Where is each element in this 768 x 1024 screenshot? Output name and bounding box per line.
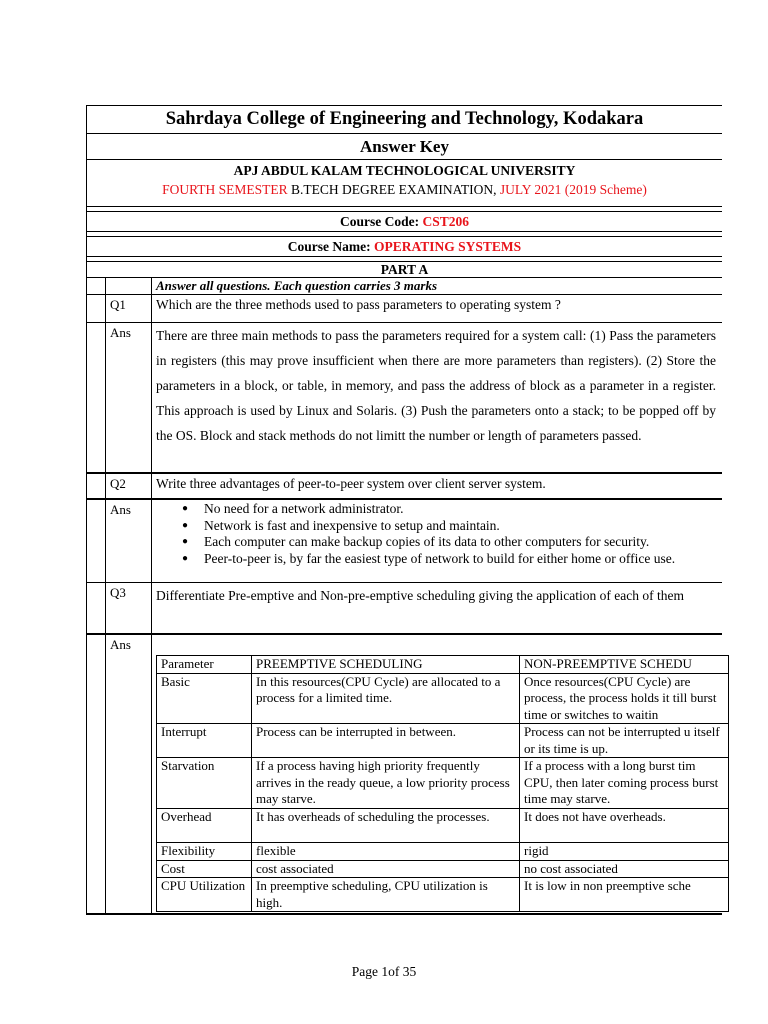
table-row <box>157 843 729 861</box>
part-title: PART A <box>87 262 722 278</box>
course-code-value: CST206 <box>422 214 469 229</box>
q2-row <box>87 474 722 500</box>
table-cell: If a process having high priority frequently arrives in the ready queue, a low priority process may starve. <box>252 758 520 809</box>
table-cell: It does not have overheads. <box>520 809 729 843</box>
q1-ans-label: Ans <box>106 323 152 472</box>
table-cell: Process can be interrupted in between. <box>252 724 520 758</box>
answer-key-sheet <box>86 105 722 915</box>
exam-semester: FOURTH SEMESTER <box>162 182 288 197</box>
list-item: ● Each computer can make backup copies of its data to other computers for security. <box>204 534 716 551</box>
table-cell: Interrupt <box>157 724 252 758</box>
exam-degree: B.TECH DEGREE EXAMINATION, <box>287 182 500 197</box>
q3-row <box>87 583 722 635</box>
table-row <box>157 673 729 724</box>
table-cell: rigid <box>520 843 729 861</box>
university-name: APJ ABDUL KALAM TECHNOLOGICAL UNIVERSITY <box>233 163 576 178</box>
page-number: Page 1of 35 <box>351 964 417 979</box>
instruction-row <box>87 278 722 295</box>
table-cell: Flexibility <box>157 843 252 861</box>
q1-answer-row <box>87 323 722 474</box>
exam-session: JULY 2021 (2019 Scheme) <box>499 182 647 197</box>
doc-type: Answer Key <box>87 134 722 160</box>
table-cell: flexible <box>252 843 520 861</box>
table-header: PREEMPTIVE SCHEDULING <box>252 656 520 674</box>
table-row <box>157 860 729 878</box>
q3-label: Q3 <box>106 583 152 633</box>
header-frame <box>86 105 722 915</box>
q2-answer <box>152 500 722 582</box>
table-cell: If a process with a long burst tim CPU, then later coming process burst time may starve. <box>520 758 729 809</box>
table-cell: It has overheads of scheduling the processes. <box>252 809 520 843</box>
q2-answer-row <box>87 500 722 583</box>
q1-label: Q1 <box>106 295 152 322</box>
list-item: ● Peer-to-peer is, by far the easiest type of network to build for either home or office use. <box>204 551 716 568</box>
course-name <box>87 237 722 257</box>
q1-row <box>87 295 722 323</box>
q2-question: Write three advantages of peer-to-peer system over client server system. <box>156 476 546 491</box>
exam-title <box>87 180 722 199</box>
course-code-label: Course Code: <box>339 214 423 229</box>
course-name-label: Course Name: <box>287 239 375 254</box>
table-row <box>157 724 729 758</box>
table-row <box>157 878 729 912</box>
table-cell: Starvation <box>157 758 252 809</box>
q3-question: Differentiate Pre-emptive and Non-pre-emptive scheduling giving the application of each of them <box>156 588 684 603</box>
instruction: Answer all questions. Each question carries 3 marks <box>156 278 437 293</box>
list-item: ● No need for a network administrator. <box>204 501 716 518</box>
q3-ans-label: Ans <box>106 635 152 913</box>
course-code <box>87 212 722 232</box>
table-header: Parameter <box>157 656 252 674</box>
table-row <box>157 758 729 809</box>
table-row <box>157 809 729 843</box>
table-cell: Once resources(CPU Cycle) are process, the process holds it till burst time or switches to waitin <box>520 673 729 724</box>
table-cell: Overhead <box>157 809 252 843</box>
q2-label: Q2 <box>106 474 152 498</box>
q2-bullet-list <box>156 501 716 567</box>
list-item: ● Network is fast and inexpensive to setup and maintain. <box>204 518 716 535</box>
table-cell: Process can not be interrupted u itself or its time is up. <box>520 724 729 758</box>
q2-ans-label: Ans <box>106 500 152 582</box>
table-cell: In preemptive scheduling, CPU utilization is high. <box>252 878 520 912</box>
table-cell: In this resources(CPU Cycle) are allocated to a process for a limited time. <box>252 673 520 724</box>
q1-question: Which are the three methods used to pass parameters to operating system ? <box>156 297 561 312</box>
college-name: Sahrdaya College of Engineering and Technology, Kodakara <box>87 106 722 134</box>
table-header-row <box>157 656 729 674</box>
table-cell: cost associated <box>252 860 520 878</box>
table-cell: Cost <box>157 860 252 878</box>
course-name-value: OPERATING SYSTEMS <box>374 239 522 254</box>
q3-answer <box>152 635 729 913</box>
q1-answer: There are three main methods to pass the parameters required for a system call: (1) Pass the parameters in registers (this may prove insufficient when there are more parameters than registers). (2) Store the parameters in a block, or table, in memory, and pass the address of block as a parameter in a register. This approach is used by Linux and Solaris. (3) Push the parameters onto a stack; to be popped off by the OS. Block and stack methods do not limitt the number or length of parameters passed. <box>156 328 716 443</box>
table-header: NON-PREEMPTIVE SCHEDU <box>520 656 729 674</box>
q3-answer-row <box>87 635 722 914</box>
table-cell: no cost associated <box>520 860 729 878</box>
table-cell: It is low in non preemptive sche <box>520 878 729 912</box>
table-cell: Basic <box>157 673 252 724</box>
exam-info <box>87 160 722 207</box>
table-cell: CPU Utilization <box>157 878 252 912</box>
comparison-table <box>156 655 729 912</box>
